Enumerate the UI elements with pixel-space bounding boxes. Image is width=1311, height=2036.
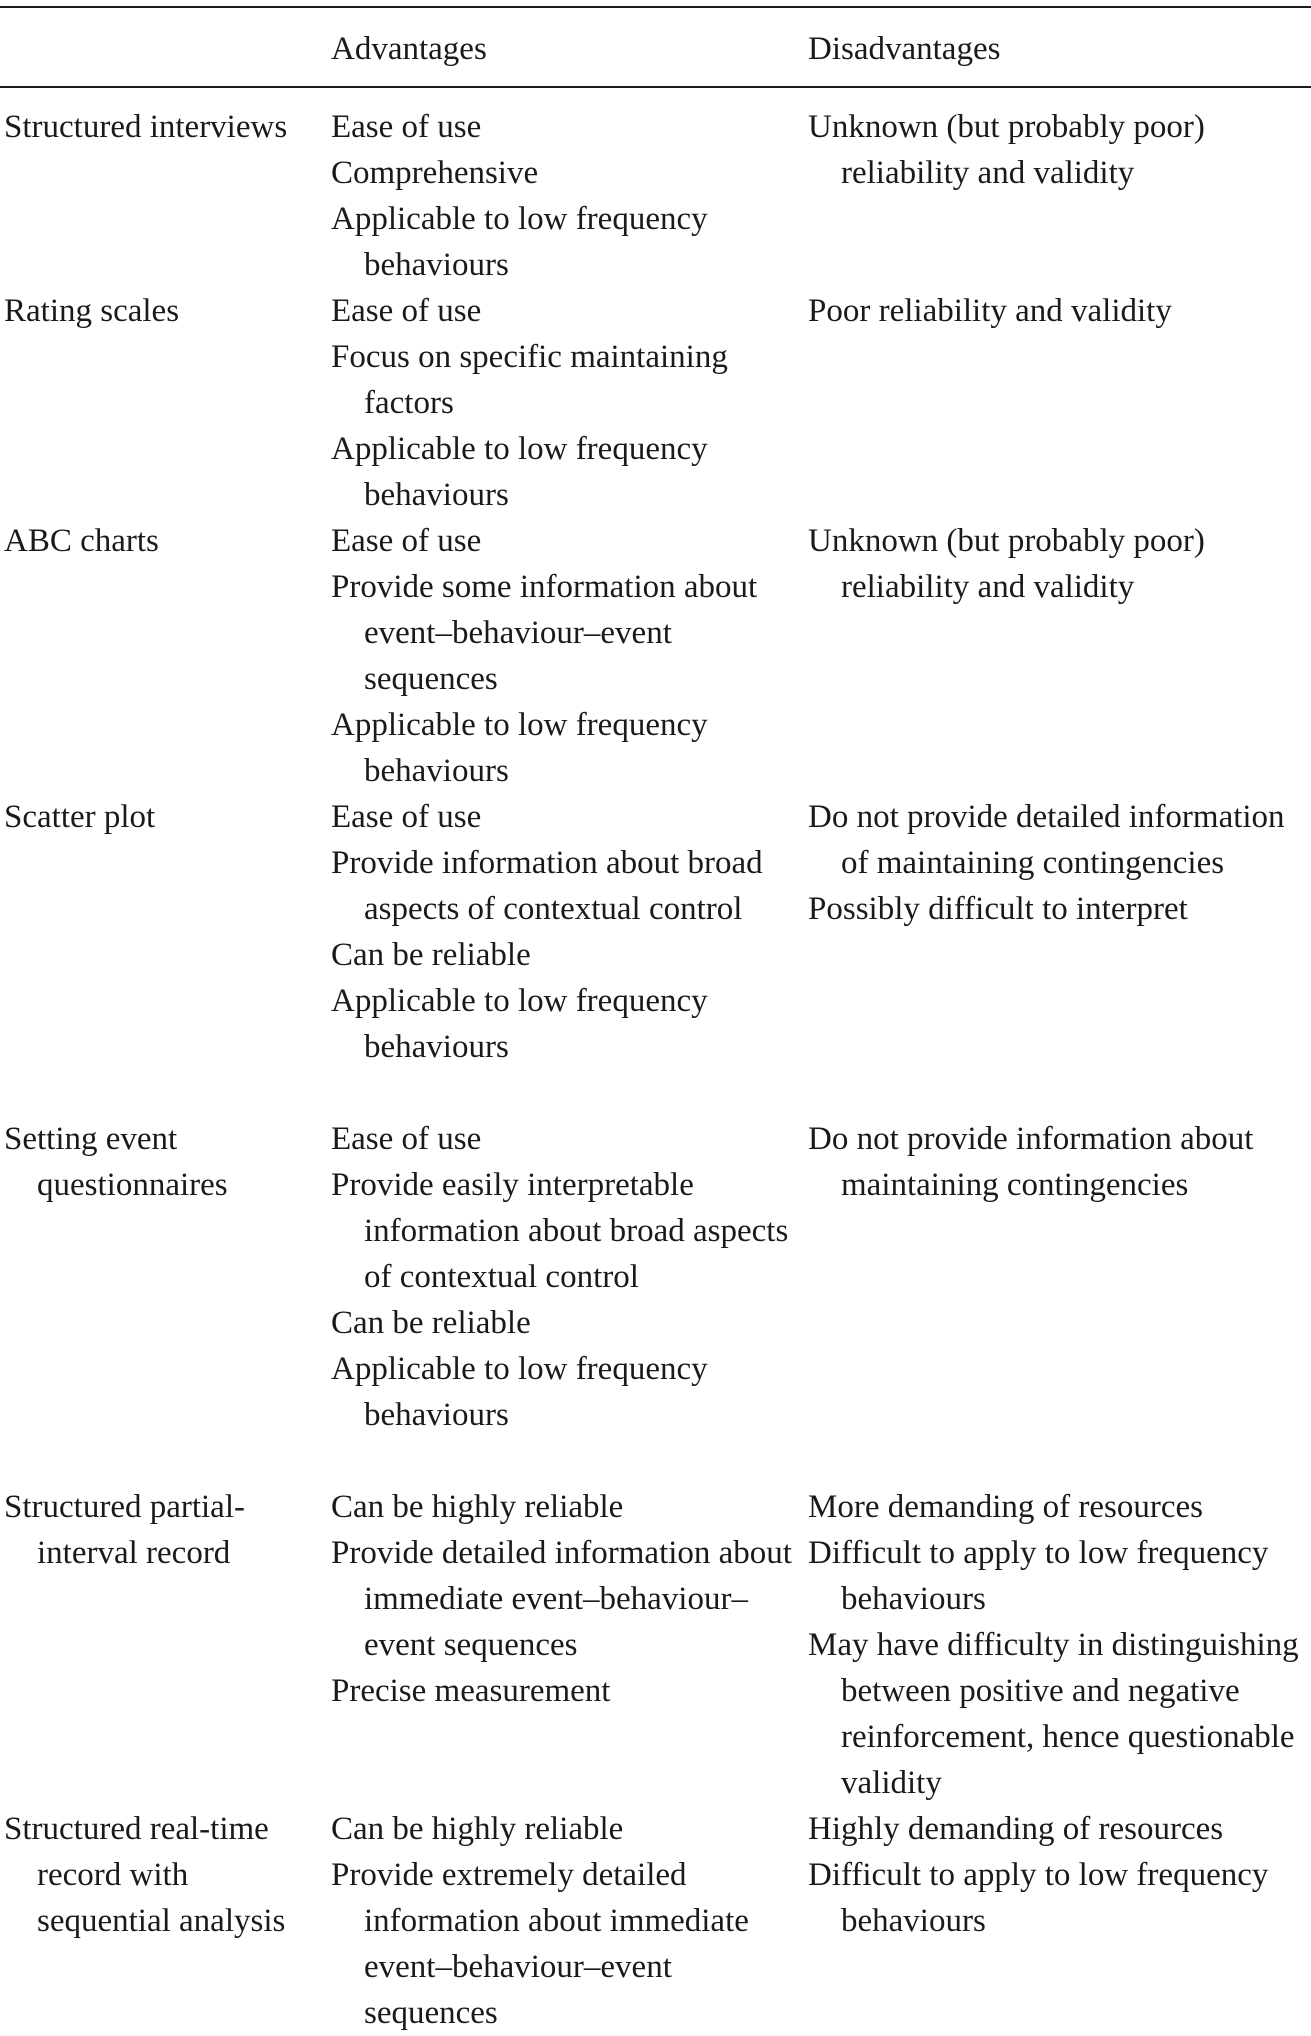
method-cell xyxy=(4,288,322,334)
table-row xyxy=(0,1484,1311,1806)
advantage-item: Applicable to low frequency behaviours xyxy=(331,707,708,789)
table-row xyxy=(0,518,1311,794)
advantages-cell xyxy=(331,1806,801,2036)
method-cell xyxy=(4,518,322,564)
advantages-cell xyxy=(331,288,801,518)
table-row xyxy=(0,794,1311,1116)
method-name: ABC charts xyxy=(4,523,159,559)
advantage-item: Provide extremely detailed information about immediate event–behaviour–event sequences xyxy=(331,1857,749,2031)
method-cell xyxy=(4,104,322,150)
advantage-item: Focus on specific maintaining factors xyxy=(331,339,728,421)
disadvantage-item: Do not provide information about maintaining contingencies xyxy=(808,1121,1254,1203)
disadvantage-item: Possibly difficult to interpret xyxy=(808,891,1188,927)
advantage-item: Applicable to low frequency behaviours xyxy=(331,983,708,1065)
advantage-item: Ease of use xyxy=(331,1121,482,1157)
advantage-item: Can be highly reliable xyxy=(331,1489,624,1525)
table-row xyxy=(0,1806,1311,2036)
advantage-item: Applicable to low frequency behaviours xyxy=(331,201,708,283)
advantages-cell xyxy=(331,1116,801,1438)
table-row xyxy=(0,288,1311,518)
advantages-cell xyxy=(331,104,801,288)
disadvantage-item: More demanding of resources xyxy=(808,1489,1203,1525)
advantage-item: Provide detailed information about immediate event–behaviour–event sequences xyxy=(331,1535,792,1663)
method-name: Setting event questionnaires xyxy=(4,1121,228,1203)
method-name: Structured interviews xyxy=(4,109,288,145)
table-row xyxy=(0,104,1311,288)
header-rule xyxy=(0,86,1311,88)
advantage-item: Provide easily interpretable information about broad aspects of contextual control xyxy=(331,1167,789,1295)
advantage-item: Provide some information about event–behaviour–event sequences xyxy=(331,569,758,697)
table-top-rule xyxy=(0,6,1311,8)
table-body xyxy=(0,104,1311,2036)
disadvantages-cell xyxy=(808,288,1311,334)
method-cell xyxy=(4,1116,322,1208)
method-cell xyxy=(4,1484,322,1576)
disadvantages-cell xyxy=(808,794,1311,932)
disadvantages-cell xyxy=(808,1116,1311,1208)
advantage-item: Ease of use xyxy=(331,293,482,329)
advantage-item: Applicable to low frequency behaviours xyxy=(331,431,708,513)
disadvantage-item: Difficult to apply to low frequency behaviours xyxy=(808,1535,1269,1617)
method-cell xyxy=(4,1806,322,1944)
disadvantages-cell xyxy=(808,104,1311,196)
disadvantages-cell xyxy=(808,1806,1311,1944)
advantages-cell xyxy=(331,794,801,1070)
method-name: Scatter plot xyxy=(4,799,156,835)
disadvantage-item: May have difficulty in distinguishing between positive and negative reinforcement, hence questionable validity xyxy=(808,1627,1299,1801)
disadvantages-cell xyxy=(808,1484,1311,1806)
advantages-cell xyxy=(331,518,801,794)
disadvantage-item: Unknown (but probably poor) reliability and validity xyxy=(808,523,1205,605)
column-header-disadvantages: Disadvantages xyxy=(808,31,1001,67)
advantage-item: Can be highly reliable xyxy=(331,1811,624,1847)
advantage-item: Ease of use xyxy=(331,523,482,559)
advantage-item: Ease of use xyxy=(331,799,482,835)
method-name: Structured partial-interval record xyxy=(4,1489,245,1571)
disadvantage-item: Do not provide detailed information of maintaining contingencies xyxy=(808,799,1285,881)
advantage-item: Ease of use xyxy=(331,109,482,145)
advantages-cell xyxy=(331,1484,801,1714)
method-name: Structured real-time record with sequential analysis xyxy=(4,1811,286,1939)
method-name: Rating scales xyxy=(4,293,180,329)
advantage-item: Comprehensive xyxy=(331,155,539,191)
method-cell xyxy=(4,794,322,840)
advantage-item: Provide information about broad aspects of contextual control xyxy=(331,845,763,927)
column-header-advantages: Advantages xyxy=(331,31,487,67)
disadvantage-item: Highly demanding of resources xyxy=(808,1811,1224,1847)
advantage-item: Can be reliable xyxy=(331,937,531,973)
disadvantage-item: Difficult to apply to low frequency behaviours xyxy=(808,1857,1269,1939)
advantage-item: Precise measurement xyxy=(331,1673,611,1709)
disadvantage-item: Poor reliability and validity xyxy=(808,293,1172,329)
table-row xyxy=(0,1116,1311,1484)
disadvantage-item: Unknown (but probably poor) reliability and validity xyxy=(808,109,1205,191)
disadvantages-cell xyxy=(808,518,1311,610)
advantage-item: Applicable to low frequency behaviours xyxy=(331,1351,708,1433)
advantage-item: Can be reliable xyxy=(331,1305,531,1341)
